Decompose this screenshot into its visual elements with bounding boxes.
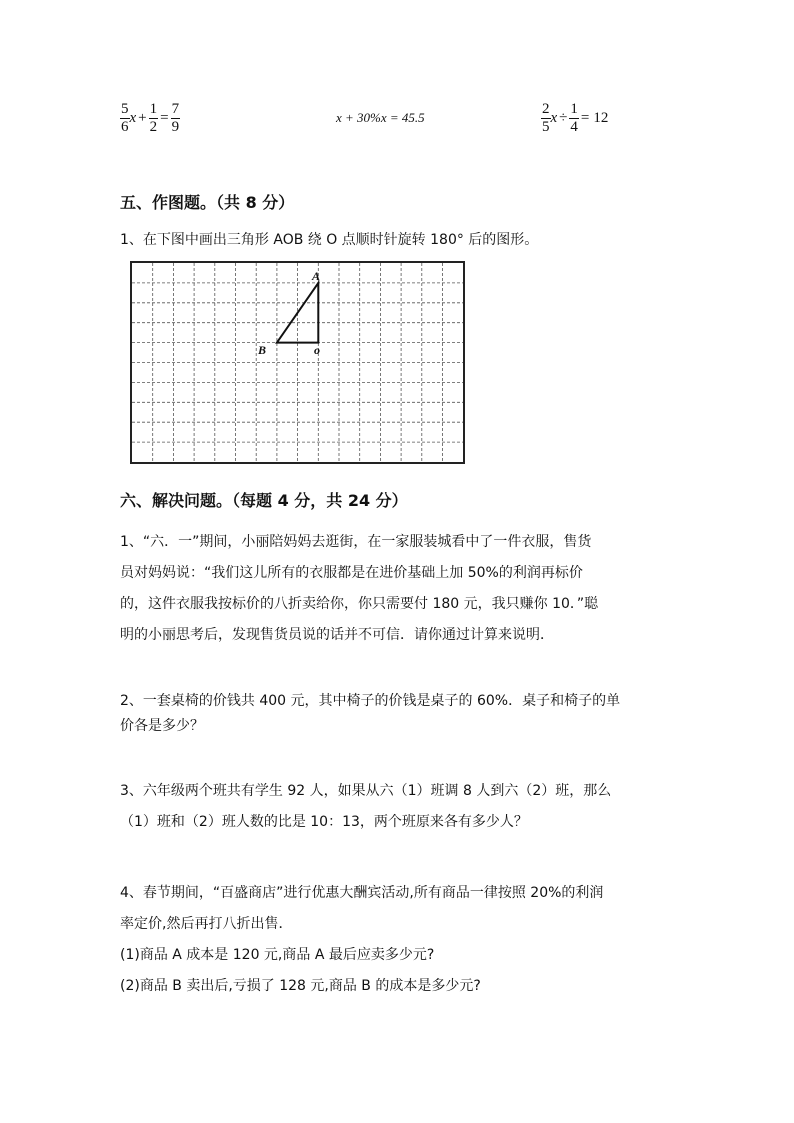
point-b-label: B [258,343,267,357]
q1-line-4: 明的小丽思考后，发现售货员说的话并不可信．请你通过计算来说明． [120,627,554,643]
grid-svg [132,263,463,462]
q4-line-2: 率定价,然后再打八折出售． [120,916,293,932]
fraction: $\frac{2}{5}$ [542,100,550,135]
q4-line-3: (1)商品 A 成本是 120 元,商品 A 最后应卖多少元? [120,947,435,963]
equation-1 [120,96,180,140]
q2-line-2: 价各是多少？ [120,718,204,734]
q3-line-1: 3、六年级两个班共有学生 92 人，如果从六（1）班调 8 人到六（2）班，那么 [120,783,612,799]
variable-x: x [129,109,137,126]
point-a-label: A [312,269,321,283]
q4-line-4: (2)商品 B 卖出后,亏损了 128 元,商品 B 的成本是多少元? [120,978,481,994]
rhs-value: 12 [593,109,609,126]
divide-sign: ÷ [559,109,568,126]
equation-3 [541,96,610,140]
q1-line-2: 员对妈妈说：“我们这儿所有的衣服都是在进价基础上加 50%的利润再标价 [120,565,583,581]
fraction: $\frac{1}{2}$ [149,100,158,135]
fraction: $\frac{1}{4}$ [570,100,578,135]
q2-line-1: 2、一套桌椅的价钱共 400 元，其中椅子的价钱是桌子的 60%．桌子和椅子的单 [120,693,621,709]
point-o-label: o [314,343,320,357]
section-5-title: 五、作图题。（共 8 分） [120,193,295,212]
section-5-question-1: 1、在下图中画出三角形 AOB 绕 O 点顺时针旋转 180° 后的图形。 [120,232,539,248]
variable-x: x [550,109,558,126]
plus-sign: + [138,109,147,126]
equation-text: x + 30%x = 45.5 [336,110,425,125]
q1-line-1: 1、“六．一”期间，小丽陪妈妈去逛街，在一家服装城看中了一件衣服，售货 [120,534,592,550]
q1-line-3: 的，这件衣服我按标价的八折卖给你，你只需要付 180 元，我只赚你 10．”聪 [120,596,599,612]
section-6-title: 六、解决问题。（每题 4 分，共 24 分） [120,491,408,510]
fraction: $\frac{7}{9}$ [171,100,180,135]
drawing-grid [130,261,465,464]
q4-line-1: 4、春节期间，“百盛商店”进行优惠大酬宾活动,所有商品一律按照 20%的利润 [120,885,604,901]
equals-sign: = [580,109,590,126]
equals-sign: = [160,109,169,126]
equation-2 [336,96,425,140]
q3-line-2: （1）班和（2）班人数的比是 10：13，两个班原来各有多少人？ [120,814,528,830]
fraction: $\frac{5}{6}$ [121,100,129,135]
